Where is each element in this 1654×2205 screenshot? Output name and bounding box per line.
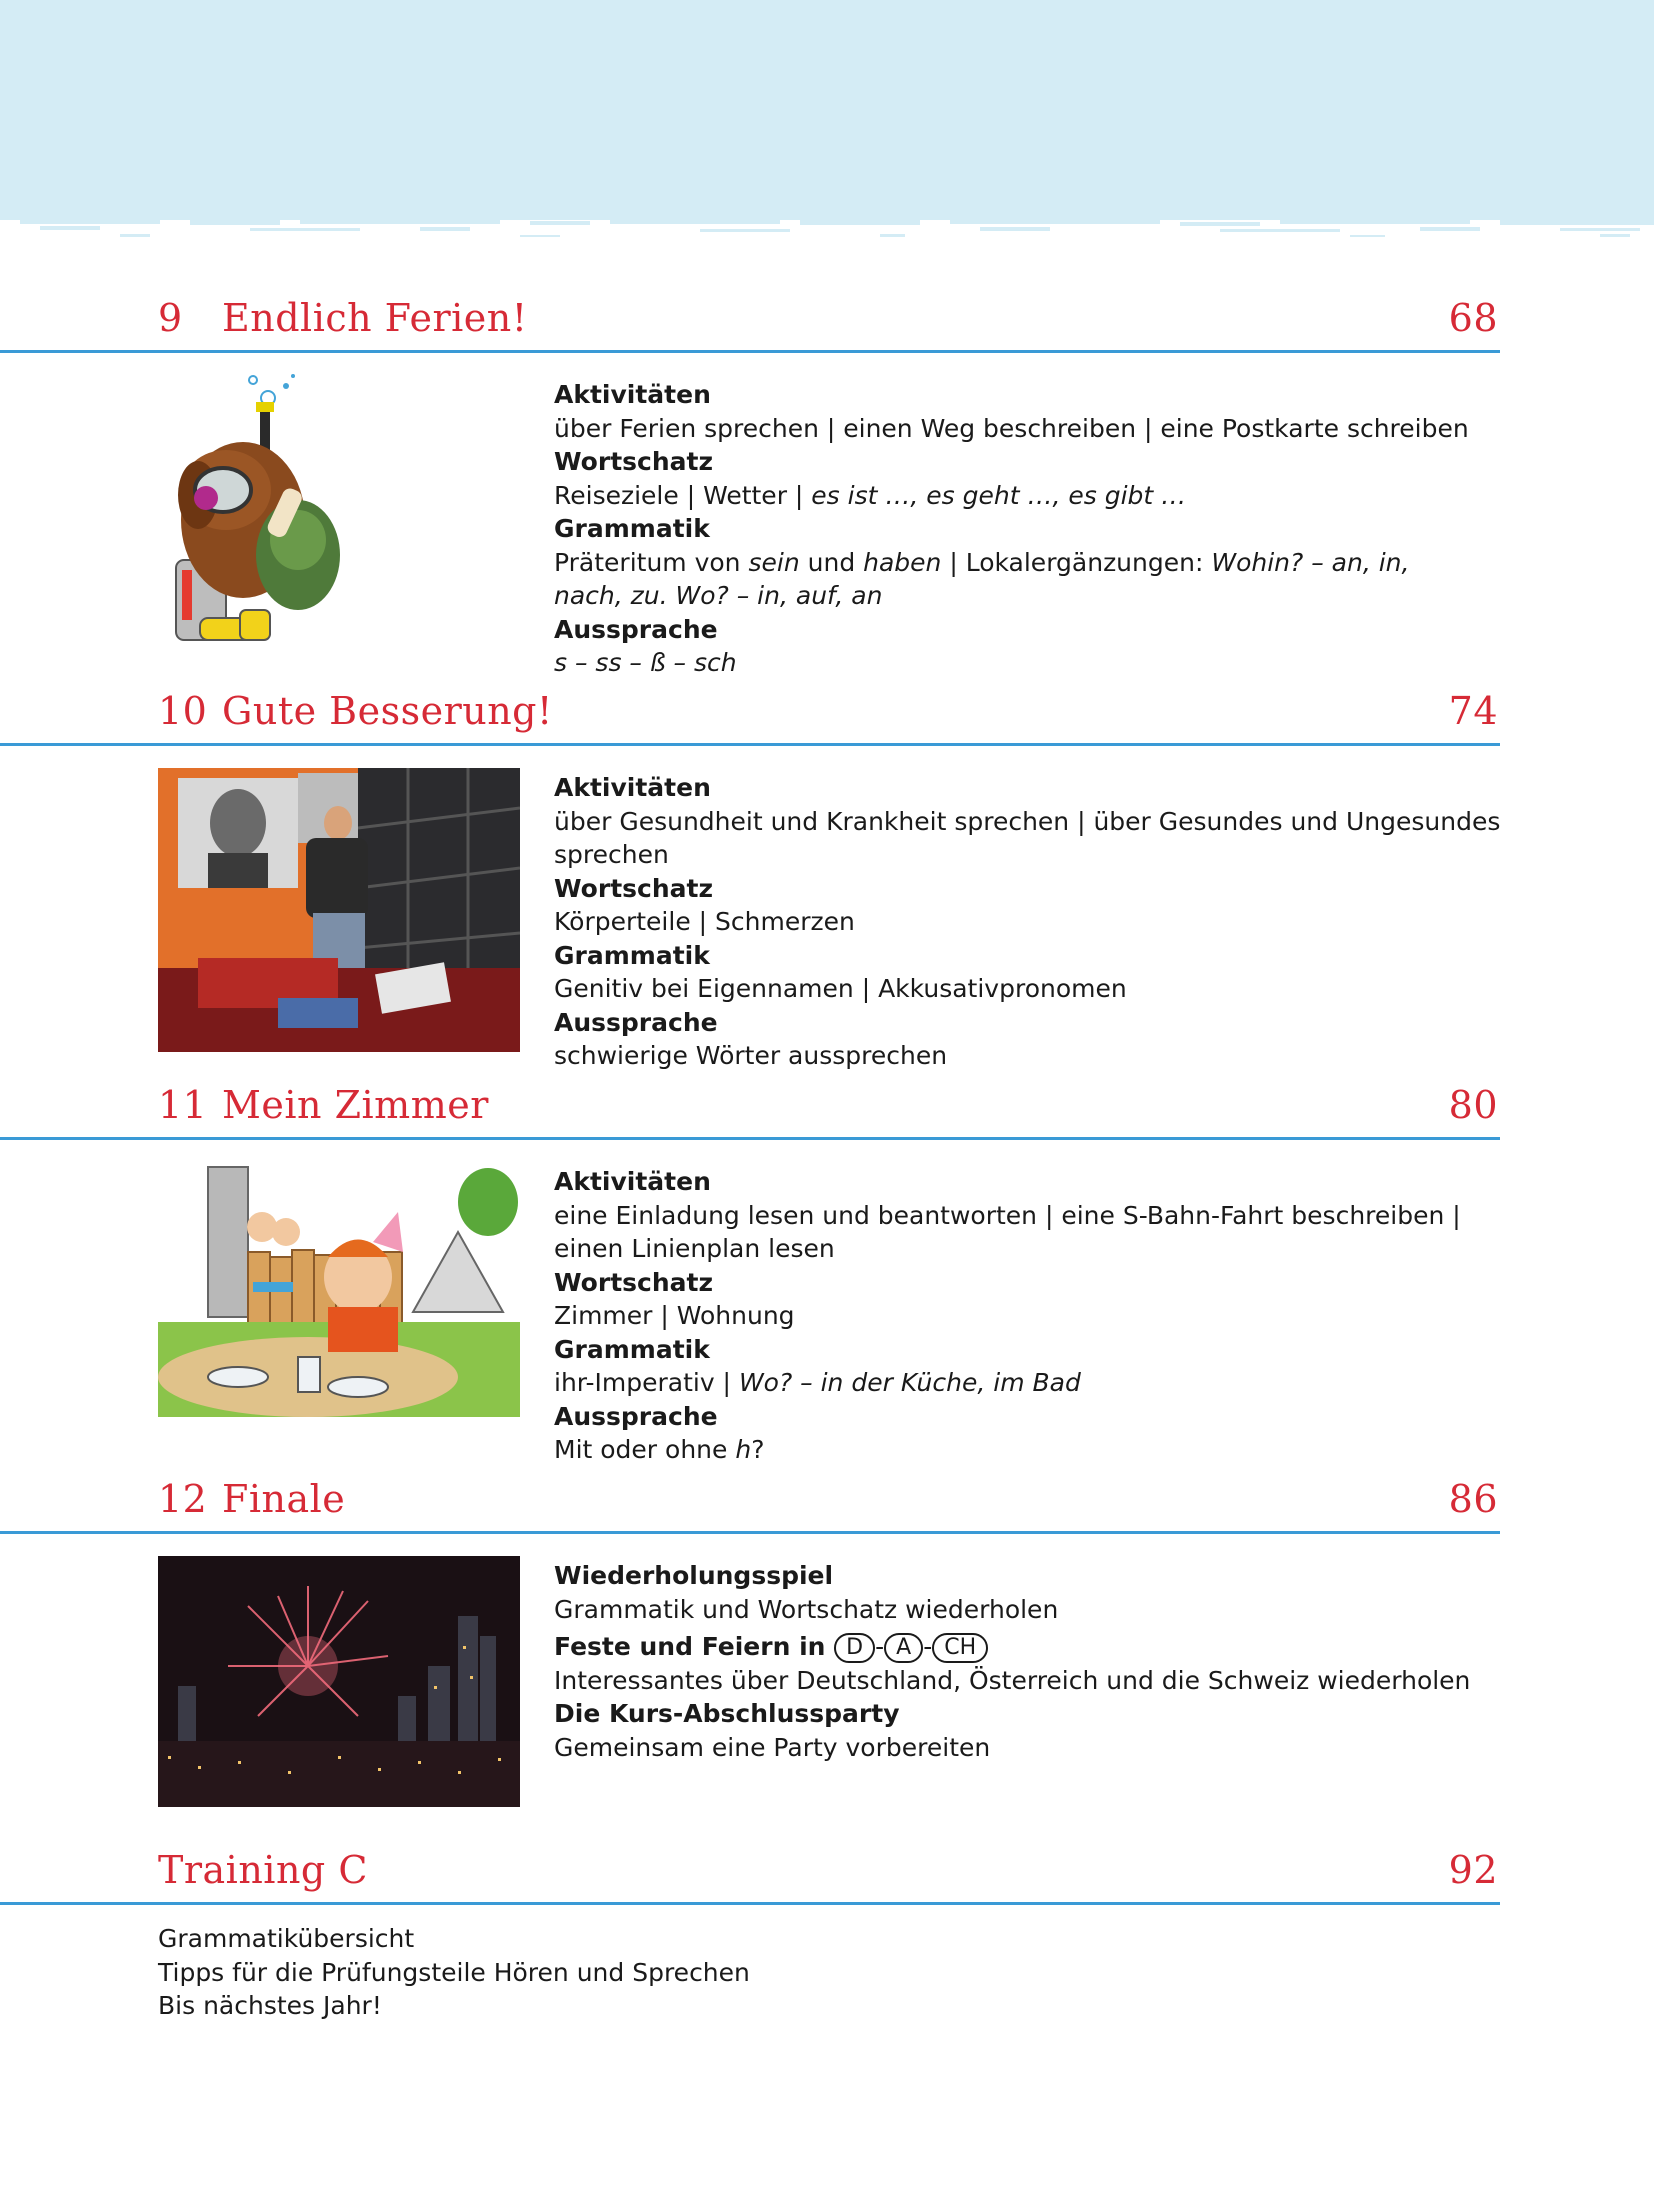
country-badge-a: A [884, 1633, 923, 1663]
section-text: s – ss – ß – sch [554, 648, 737, 677]
chapter-header [0, 683, 1654, 743]
chapter-header [0, 290, 1654, 350]
chapter-number: 10 [158, 689, 208, 733]
section-heading: Aussprache [554, 1007, 718, 1037]
chapter-11 [0, 1077, 1654, 1464]
chapter-divider [0, 350, 1500, 353]
diver-dog-illustration [158, 370, 520, 660]
training-c [0, 1842, 1654, 2020]
section-text: eine Einladung lesen und beantworten | eine S-Bahn-Fahrt beschreiben | [554, 1200, 1461, 1230]
chapter-title: Endlich Ferien! [222, 296, 528, 340]
section-text: Grammatik und Wortschatz wiederholen [554, 1594, 1059, 1624]
chapter-divider [0, 1137, 1500, 1140]
section-heading: Wortschatz [554, 873, 714, 903]
section-heading: Wiederholungsspiel [554, 1561, 834, 1590]
section-text: Zimmer | Wohnung [554, 1301, 795, 1330]
chapter-title: Mein Zimmer [222, 1083, 489, 1127]
section-text: nach, zu. Wo? – in, auf, an [554, 581, 883, 610]
chapter-page-number: 80 [1448, 1083, 1498, 1127]
training-items [158, 1922, 750, 2023]
fireworks-photo [158, 1556, 520, 1807]
chapter-number: 11 [158, 1083, 208, 1127]
chapter-header [0, 1842, 1654, 1902]
section-heading: Wortschatz [554, 447, 714, 476]
section-text: Mit oder ohne h? [554, 1435, 765, 1464]
section-heading: Aussprache [554, 614, 718, 644]
top-banner [0, 0, 1654, 275]
chapter-content [554, 1559, 1514, 1764]
section-heading: Aussprache [554, 1401, 718, 1431]
chapter-page-number: 74 [1448, 689, 1498, 733]
chapter-content [554, 1165, 1514, 1467]
list-item: Bis nächstes Jahr! [158, 1991, 382, 2020]
section-text: Körperteile | Schmerzen [554, 907, 855, 936]
chapter-number: 12 [158, 1477, 208, 1521]
party-cartoon-illustration [158, 1162, 520, 1417]
country-badge-ch: CH [932, 1633, 988, 1663]
section-heading: Aktivitäten [554, 1167, 711, 1196]
section-heading: Wortschatz [554, 1267, 714, 1297]
section-text: über Ferien sprechen | einen Weg beschreiben | eine Postkarte schreiben [554, 413, 1469, 443]
section-text: sprechen [554, 840, 669, 869]
section-text: Gemeinsam eine Party vorbereiten [554, 1732, 991, 1762]
section-heading: Aktivitäten [554, 380, 711, 409]
section-heading-with-country-badges: Feste und Feiern in D - A - CH [554, 1630, 1514, 1664]
chapter-header [0, 1471, 1654, 1531]
chapter-content [554, 771, 1514, 1073]
section-text: Interessantes über Deutschland, Österreich und die Schweiz wiederholen [554, 1665, 1471, 1695]
chapter-header [0, 1077, 1654, 1137]
chapter-page-number: 92 [1448, 1848, 1498, 1892]
section-heading: Die Kurs-Abschlussparty [554, 1699, 900, 1728]
section-heading: Grammatik [554, 940, 710, 970]
section-text: einen Linienplan lesen [554, 1234, 835, 1263]
chapter-page-number: 86 [1448, 1477, 1498, 1521]
section-text: Präteritum von sein und haben | Lokalergänzungen: Wohin? – an, in, [554, 547, 1410, 577]
chapter-10 [0, 683, 1654, 1070]
chapter-divider [0, 743, 1500, 746]
chapter-title: Finale [222, 1477, 346, 1521]
section-text: über Gesundheit und Krankheit sprechen | über Gesundes und Ungesundes [554, 806, 1501, 836]
chapter-divider [0, 1902, 1500, 1905]
teen-bedroom-photo [158, 768, 520, 1052]
country-badge-d: D [834, 1633, 875, 1663]
chapter-divider [0, 1531, 1500, 1534]
list-item: Tipps für die Prüfungsteile Hören und Sprechen [158, 1957, 750, 1987]
section-heading: Grammatik [554, 1334, 710, 1364]
chapter-content [554, 378, 1514, 680]
chapter-9 [0, 290, 1654, 677]
section-heading: Grammatik [554, 514, 710, 543]
section-text: schwierige Wörter aussprechen [554, 1041, 948, 1070]
list-item: Grammatikübersicht [158, 1924, 415, 1953]
section-heading: Aktivitäten [554, 773, 711, 802]
section-text: Reiseziele | Wetter | es ist …, es geht …, es gibt … [554, 480, 1187, 510]
section-text: Genitiv bei Eigennamen | Akkusativpronomen [554, 974, 1127, 1003]
training-title: Training C [158, 1848, 368, 1892]
chapter-page-number: 68 [1448, 296, 1498, 340]
chapter-title: Gute Besserung! [222, 689, 553, 733]
chapter-12 [0, 1471, 1654, 1762]
chapter-number: 9 [158, 296, 183, 340]
section-text: ihr-Imperativ | Wo? – in der Küche, im Bad [554, 1368, 1081, 1397]
